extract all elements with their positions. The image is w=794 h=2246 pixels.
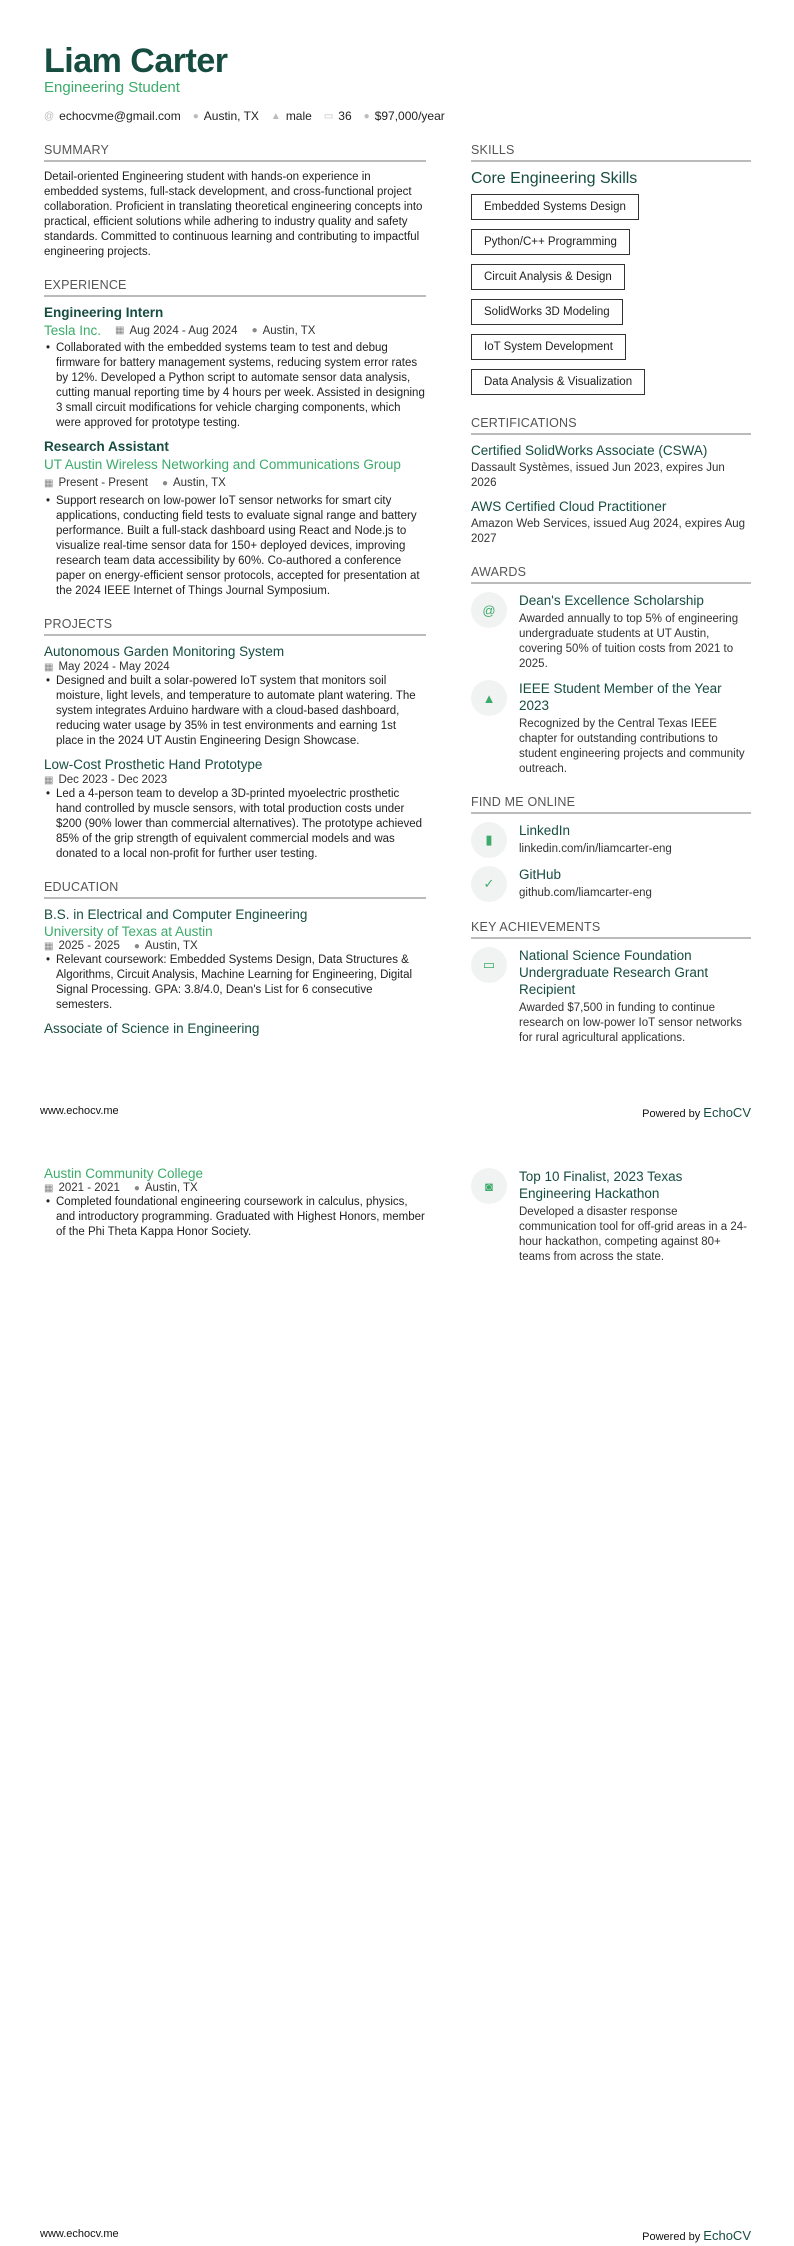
skill-tag: Circuit Analysis & Design [471, 264, 625, 290]
right-column [471, 143, 751, 1064]
location: Austin, TX [144, 940, 198, 952]
online-section [471, 795, 751, 902]
page-2 [0, 1123, 794, 2246]
section-heading: PROJECTS [44, 617, 426, 636]
projects-section [44, 617, 426, 862]
page-footer [40, 2228, 751, 2243]
project-item [44, 644, 426, 749]
dates: Dec 2023 - Dec 2023 [58, 774, 168, 786]
achievement-desc: Developed a disaster response communication tool for off-grid areas in a 24-hour hackathon, competing against 80+ teams from across the state. [519, 1206, 747, 1263]
achievement-desc: Awarded $7,500 in funding to continue research on low-power IoT sensor networks for rural agricultural applications. [519, 1002, 742, 1044]
person-icon: ▲ [270, 110, 281, 122]
project-title: Low-Cost Prosthetic Hand Prototype [44, 757, 263, 772]
award-title: Dean's Excellence Scholarship [519, 593, 704, 608]
skills-section [471, 143, 751, 404]
school: University of Texas at Austin [44, 924, 213, 939]
calendar-icon: ▦ [44, 661, 54, 673]
powered-by: Powered by [642, 2231, 701, 2243]
experience-item [44, 305, 426, 431]
link-url[interactable]: github.com/liamcarter-eng [519, 887, 652, 899]
experience-item [44, 439, 426, 599]
age: 36 [338, 109, 352, 123]
achievement-item [471, 1168, 751, 1265]
online-item[interactable] [471, 866, 751, 902]
link-url[interactable]: linkedin.com/in/liamcarter-eng [519, 843, 672, 855]
location-icon: ● [192, 110, 199, 122]
bullet: • Relevant coursework: Embedded Systems Design, Data Structures & Algorithms, Circuit Analysis, Machine Learning for Engineering, Digital Signal Processing. GPA: 3.8/4.0, Dean's List for 6 consecutive semesters. [44, 953, 426, 1013]
cert-name: Certified SolidWorks Associate (CSWA) [471, 443, 708, 458]
section-heading: FIND ME ONLINE [471, 795, 751, 814]
dates: 2021 - 2021 [58, 1182, 120, 1194]
section-heading: SUMMARY [44, 143, 426, 162]
calendar-icon: ▭ [323, 110, 334, 122]
powered-by: Powered by [642, 1108, 701, 1120]
brand-logo: EchoCV [703, 1105, 751, 1120]
gender: male [285, 109, 312, 123]
summary-section [44, 143, 426, 260]
candidate-name: Liam Carter [44, 42, 228, 80]
bell-icon: ▲ [471, 680, 507, 716]
email[interactable]: echocvme@gmail.com [59, 109, 181, 123]
money-icon: ● [363, 110, 370, 122]
contact-bar [44, 109, 445, 123]
section-heading: EDUCATION [44, 880, 426, 899]
building-icon: ▮ [471, 822, 507, 858]
education-section [44, 880, 426, 1036]
skill-tag: Data Analysis & Visualization [471, 369, 645, 395]
job-title: Research Assistant [44, 439, 169, 454]
left-column [44, 1166, 426, 1240]
dates: Present - Present [58, 477, 148, 489]
section-heading: CERTIFICATIONS [471, 416, 751, 435]
right-column [471, 1168, 751, 1273]
section-heading: KEY ACHIEVEMENTS [471, 920, 751, 939]
awards-section [471, 565, 751, 777]
at-icon: @ [471, 592, 507, 628]
award-title: IEEE Student Member of the Year 2023 [519, 681, 722, 713]
calendar-icon: ▦ [44, 774, 54, 786]
calendar-icon: ▦ [115, 325, 125, 336]
candidate-title: Engineering Student [44, 79, 180, 96]
location: Austin, TX [172, 477, 226, 489]
award-item [471, 592, 751, 672]
bullet: • Completed foundational engineering coursework in calculus, physics, and introductory programming. Graduated with Highest Honors, member of the Phi Theta Kappa Honor Society. [44, 1195, 426, 1240]
degree: B.S. in Electrical and Computer Engineering [44, 907, 308, 922]
degree: Associate of Science in Engineering [44, 1021, 260, 1036]
education-item [44, 907, 426, 1013]
company: Tesla Inc. [44, 323, 102, 338]
location: Austin, TX [262, 324, 316, 337]
skill-tag: Python/C++ Programming [471, 229, 630, 255]
footer-site[interactable]: www.echocv.me [40, 1105, 119, 1117]
section-heading: AWARDS [471, 565, 751, 584]
check-icon: ✓ [471, 866, 507, 902]
cert-name: AWS Certified Cloud Practitioner [471, 499, 667, 514]
skill-group-title: Core Engineering Skills [471, 170, 638, 187]
footer-site[interactable]: www.echocv.me [40, 2228, 119, 2240]
skill-tag: Embedded Systems Design [471, 194, 639, 220]
achievement-item [471, 947, 751, 1046]
location-icon: ● [251, 325, 258, 336]
location: Austin, TX [203, 109, 259, 123]
calendar-icon: ▦ [44, 477, 54, 489]
award-item [471, 680, 751, 777]
bullet: • Designed and built a solar-powered IoT system that monitors soil moisture, light levels, and temperature to automate plant watering. The system integrates Arduino hardware with a cloud-based dashboard, reducing water usage by 35% in test environments and earning 1st place in the 2024 UT Austin Engineering Design Showcase. [44, 674, 426, 749]
cert-detail: Dassault Systèmes, issued Jun 2023, expires Jun 2026 [471, 462, 725, 489]
location: Austin, TX [144, 1182, 198, 1194]
bullet: • Support research on low-power IoT sensor networks for smart city applications, conducting field tests to evaluate signal range and battery performance. Built a full-stack dashboard using React and Node.js to visualize real-time sensor data for 150+ deployed devices, improving research team data accessibility by 60%. Co-authored a conference paper on energy-efficient sensor protocols, accepted for presentation at the 2024 IEEE Internet of Things Journal Symposium. [44, 494, 426, 599]
skill-tag: IoT System Development [471, 334, 626, 360]
salary: $97,000/year [374, 109, 445, 123]
project-title: Autonomous Garden Monitoring System [44, 644, 285, 659]
online-item[interactable] [471, 822, 751, 858]
dates: Aug 2024 - Aug 2024 [129, 324, 238, 337]
location-icon: ● [133, 940, 140, 952]
summary-text: Detail-oriented Engineering student with hands-on experience in embedded systems, full-stack development, and cross-functional project collaboration. Proficient in translating theoretical engineering concepts into practical, efficient solutions while adhering to industry quality and safety standards. Committed to continuous learning and contributing to impactful engineering projects. [44, 171, 423, 258]
left-column [44, 143, 426, 1054]
calendar-icon: ▦ [44, 1182, 54, 1194]
page-footer [40, 1105, 751, 1120]
achievements-section [471, 920, 751, 1046]
dates: May 2024 - May 2024 [58, 661, 170, 673]
bullet: • Led a 4-person team to develop a 3D-printed myoelectric prosthetic hand controlled by muscle sensors, with total production costs under $200 (90% lower than commercial alternatives). The prototype achieved 85% of the grip strength of equivalent commercial models and was donated to a local non-profit for further user testing. [44, 787, 426, 862]
certifications-section [471, 416, 751, 547]
dates: 2025 - 2025 [58, 940, 120, 952]
project-item [44, 757, 426, 862]
job-title: Engineering Intern [44, 305, 164, 320]
achievement-title: National Science Foundation Undergraduate Research Grant Recipient [519, 948, 709, 997]
skill-tag: SolidWorks 3D Modeling [471, 299, 623, 325]
cert-detail: Amazon Web Services, issued Aug 2024, expires Aug 2027 [471, 518, 746, 545]
bullet: • Collaborated with the embedded systems team to test and debug firmware for battery management systems, reducing system error rates by 12%. Developed a Python script to automate sensor data analysis, cutting manual reporting time by 4 hours per week. Assisted in designing 3 small circuit modifications for vehicle charging components, which were approved for prototype testing. [44, 341, 426, 431]
section-heading: SKILLS [471, 143, 751, 162]
location-icon: ● [161, 477, 168, 489]
calendar-icon: ▦ [44, 940, 54, 952]
company: UT Austin Wireless Networking and Communications Group [44, 457, 401, 472]
section-heading: EXPERIENCE [44, 278, 426, 297]
award-desc: Awarded annually to top 5% of engineering undergraduate students at UT Austin, covering 50% of tuition costs from 2021 to 2025. [519, 613, 739, 670]
battery-icon: ▭ [471, 947, 507, 983]
link-title: LinkedIn [519, 823, 571, 838]
link-title: GitHub [519, 867, 562, 882]
camera-icon: ◙ [471, 1168, 507, 1204]
school: Austin Community College [44, 1166, 204, 1181]
achievement-title: Top 10 Finalist, 2023 Texas Engineering Hackathon [519, 1169, 683, 1201]
experience-section [44, 278, 426, 599]
location-icon: ● [133, 1182, 140, 1194]
at-icon: @ [44, 110, 55, 122]
brand-logo: EchoCV [703, 2228, 751, 2243]
award-desc: Recognized by the Central Texas IEEE chapter for outstanding contributions to student engineering projects and community outreach. [519, 718, 745, 775]
